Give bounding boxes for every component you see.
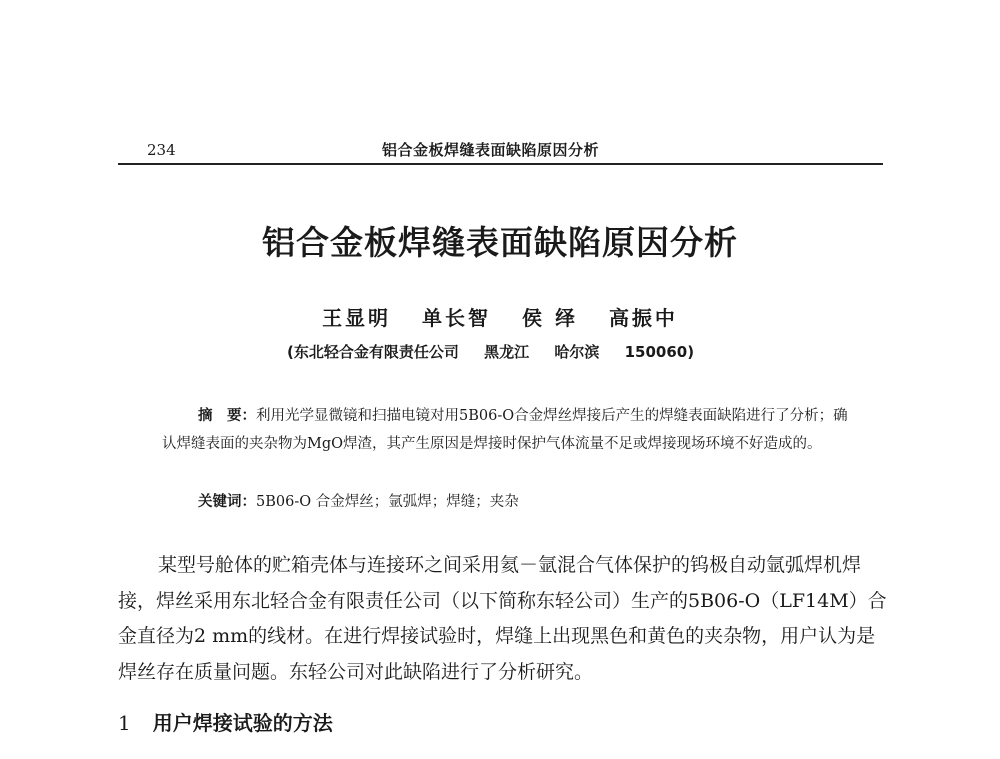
affiliation-postcode: 150060) bbox=[624, 343, 695, 361]
author: 单长智 bbox=[422, 306, 492, 330]
abstract-text: 利用光学显微镜和扫描电镜对用5B06-O合金焊丝焊接后产生的焊缝表面缺陷进行了分析；确认焊缝表面的夹杂物为MgO焊渣，其产生原因是焊接时保护气体流量不足或焊接现场环境不好造成的。 bbox=[162, 408, 848, 452]
section-title: 用户焊接试验的方法 bbox=[152, 711, 333, 735]
affiliation-city: 哈尔滨 bbox=[554, 343, 600, 361]
affiliation-province: 黑龙江 bbox=[484, 343, 530, 361]
keywords-label: 关键词： bbox=[198, 494, 256, 510]
keywords-text: 5B06-O 合金焊丝；氩弧焊；焊缝；夹杂 bbox=[256, 494, 519, 510]
page-number: 234 bbox=[147, 141, 176, 159]
abstract-label: 摘 要： bbox=[198, 408, 256, 424]
header-rule bbox=[118, 163, 883, 165]
author: 高振中 bbox=[608, 306, 678, 330]
author: 侯 绎 bbox=[522, 306, 578, 330]
section-number: 1 bbox=[118, 711, 131, 735]
author: 王显明 bbox=[322, 306, 392, 330]
affiliation-org: (东北轻合金有限责任公司 bbox=[287, 343, 459, 361]
author-list bbox=[0, 302, 1000, 331]
affiliation bbox=[287, 341, 694, 362]
paper-title: 铝合金板焊缝表面缺陷原因分析 bbox=[262, 223, 738, 262]
section-heading bbox=[118, 707, 333, 736]
body-paragraph: 某型号舱体的贮箱壳体与连接环之间采用氦－氩混合气体保护的钨极自动氩弧焊机焊接，焊丝采用东北轻合金有限责任公司（以下简称东轻公司）生产的5B06-O（LF14M）合金直径为2 mm的线材。在进行焊接试验时，焊缝上出现黑色和黄色的夹杂物，用户认为是焊丝存在质量问题。东轻公司对此缺陷进行了分析研究。 bbox=[118, 554, 887, 683]
abstract bbox=[162, 402, 852, 458]
running-title: 铝合金板焊缝表面缺陷原因分析 bbox=[382, 141, 600, 159]
keywords bbox=[198, 490, 519, 511]
